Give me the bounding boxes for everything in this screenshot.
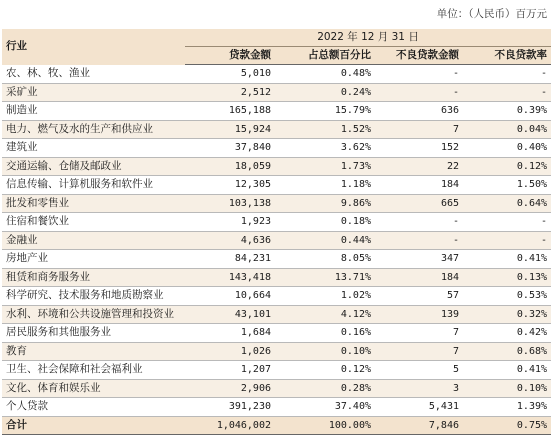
industry-name: 水利、环境和公共设施管理和投资业 [2, 305, 185, 324]
table-row [2, 398, 551, 417]
npl-ratio: 0.41% [463, 361, 551, 380]
industry-name: 批发和零售业 [2, 194, 185, 213]
total-label: 合计 [2, 416, 185, 435]
npl-ratio: 0.68% [463, 342, 551, 361]
total-percent: 100.00% [275, 416, 375, 435]
npl-amount: 5 [375, 361, 463, 380]
percent-of-total: 0.16% [275, 324, 375, 343]
industry-name: 金融业 [2, 231, 185, 250]
npl-ratio: 0.13% [463, 268, 551, 287]
header-npl-ratio: 不良贷款率 [463, 47, 551, 65]
npl-amount: 7 [375, 342, 463, 361]
header-percent-of-total: 占总额百分比 [275, 47, 375, 65]
npl-ratio: 0.40% [463, 139, 551, 158]
percent-of-total: 0.44% [275, 231, 375, 250]
industry-name: 住宿和餐饮业 [2, 213, 185, 232]
industry-name: 卫生、社会保障和社会福利业 [2, 361, 185, 380]
npl-amount: 7 [375, 324, 463, 343]
loan-amount: 15,924 [185, 120, 275, 139]
percent-of-total: 0.28% [275, 379, 375, 398]
table-row [2, 83, 551, 102]
loan-amount: 143,418 [185, 268, 275, 287]
npl-ratio: - [463, 231, 551, 250]
industry-name: 个人贷款 [2, 398, 185, 417]
table-row [2, 176, 551, 195]
npl-amount: 7 [375, 120, 463, 139]
industry-name: 信息传输、计算机服务和软件业 [2, 176, 185, 195]
industry-name: 电力、燃气及水的生产和供应业 [2, 120, 185, 139]
table-row [2, 213, 551, 232]
npl-amount: - [375, 213, 463, 232]
industry-name: 农、林、牧、渔业 [2, 65, 185, 84]
npl-amount: - [375, 83, 463, 102]
npl-amount: - [375, 65, 463, 84]
industry-name: 交通运输、仓储及邮政业 [2, 157, 185, 176]
industry-name: 采矿业 [2, 83, 185, 102]
npl-ratio: 0.12% [463, 157, 551, 176]
percent-of-total: 0.24% [275, 83, 375, 102]
loan-amount: 391,230 [185, 398, 275, 417]
percent-of-total: 0.18% [275, 213, 375, 232]
loan-industry-table [2, 29, 551, 435]
table-row [2, 194, 551, 213]
npl-amount: 636 [375, 102, 463, 121]
percent-of-total: 0.12% [275, 361, 375, 380]
loan-amount: 4,636 [185, 231, 275, 250]
loan-amount: 1,207 [185, 361, 275, 380]
total-amount: 1,046,002 [185, 416, 275, 435]
loan-amount: 165,188 [185, 102, 275, 121]
npl-amount: - [375, 231, 463, 250]
total-npl-ratio: 0.75% [463, 416, 551, 435]
header-industry: 行业 [2, 29, 185, 65]
header-npl-amount: 不良贷款金额 [375, 47, 463, 65]
npl-ratio: 0.04% [463, 120, 551, 139]
header-loan-amount: 贷款金额 [185, 47, 275, 65]
npl-ratio: 0.41% [463, 250, 551, 269]
table-row [2, 268, 551, 287]
loan-amount: 103,138 [185, 194, 275, 213]
industry-name: 制造业 [2, 102, 185, 121]
percent-of-total: 0.10% [275, 342, 375, 361]
npl-ratio: 0.39% [463, 102, 551, 121]
percent-of-total: 9.86% [275, 194, 375, 213]
loan-amount: 1,026 [185, 342, 275, 361]
npl-amount: 5,431 [375, 398, 463, 417]
npl-ratio: 0.42% [463, 324, 551, 343]
npl-ratio: 1.39% [463, 398, 551, 417]
loan-amount: 84,231 [185, 250, 275, 269]
total-npl: 7,846 [375, 416, 463, 435]
loan-amount: 43,101 [185, 305, 275, 324]
loan-amount: 2,906 [185, 379, 275, 398]
loan-amount: 5,010 [185, 65, 275, 84]
unit-note: 单位：（人民币）百万元 [436, 8, 547, 20]
industry-name: 租赁和商务服务业 [2, 268, 185, 287]
percent-of-total: 1.73% [275, 157, 375, 176]
percent-of-total: 4.12% [275, 305, 375, 324]
npl-ratio: 1.50% [463, 176, 551, 195]
loan-amount: 1,923 [185, 213, 275, 232]
percent-of-total: 0.48% [275, 65, 375, 84]
percent-of-total: 3.62% [275, 139, 375, 158]
npl-ratio: 0.53% [463, 287, 551, 306]
table-row [2, 305, 551, 324]
table-row [2, 287, 551, 306]
percent-of-total: 1.02% [275, 287, 375, 306]
percent-of-total: 1.18% [275, 176, 375, 195]
table-row [2, 361, 551, 380]
npl-amount: 3 [375, 379, 463, 398]
npl-ratio: 0.10% [463, 379, 551, 398]
total-row [2, 416, 551, 435]
percent-of-total: 8.05% [275, 250, 375, 269]
industry-name: 文化、体育和娱乐业 [2, 379, 185, 398]
industry-name: 科学研究、技术服务和地质勘察业 [2, 287, 185, 306]
table-row [2, 231, 551, 250]
npl-ratio: - [463, 213, 551, 232]
npl-amount: 139 [375, 305, 463, 324]
header-date: 2022 年 12 月 31 日 [185, 29, 551, 47]
percent-of-total: 15.79% [275, 102, 375, 121]
table-row [2, 342, 551, 361]
npl-amount: 184 [375, 268, 463, 287]
npl-ratio: - [463, 65, 551, 84]
table-row [2, 157, 551, 176]
npl-amount: 184 [375, 176, 463, 195]
npl-amount: 665 [375, 194, 463, 213]
loan-amount: 1,684 [185, 324, 275, 343]
npl-amount: 22 [375, 157, 463, 176]
table-row [2, 379, 551, 398]
percent-of-total: 1.52% [275, 120, 375, 139]
table-row [2, 250, 551, 269]
npl-ratio: - [463, 83, 551, 102]
npl-ratio: 0.64% [463, 194, 551, 213]
npl-ratio: 0.32% [463, 305, 551, 324]
percent-of-total: 13.71% [275, 268, 375, 287]
npl-amount: 152 [375, 139, 463, 158]
loan-amount: 37,840 [185, 139, 275, 158]
npl-amount: 347 [375, 250, 463, 269]
percent-of-total: 37.40% [275, 398, 375, 417]
table-row [2, 324, 551, 343]
table-row [2, 120, 551, 139]
table-row [2, 65, 551, 84]
industry-name: 建筑业 [2, 139, 185, 158]
table-row [2, 139, 551, 158]
table-row [2, 102, 551, 121]
npl-amount: 57 [375, 287, 463, 306]
loan-amount: 18,059 [185, 157, 275, 176]
loan-amount: 2,512 [185, 83, 275, 102]
loan-amount: 12,305 [185, 176, 275, 195]
industry-name: 教育 [2, 342, 185, 361]
industry-name: 房地产业 [2, 250, 185, 269]
loan-amount: 10,664 [185, 287, 275, 306]
industry-name: 居民服务和其他服务业 [2, 324, 185, 343]
